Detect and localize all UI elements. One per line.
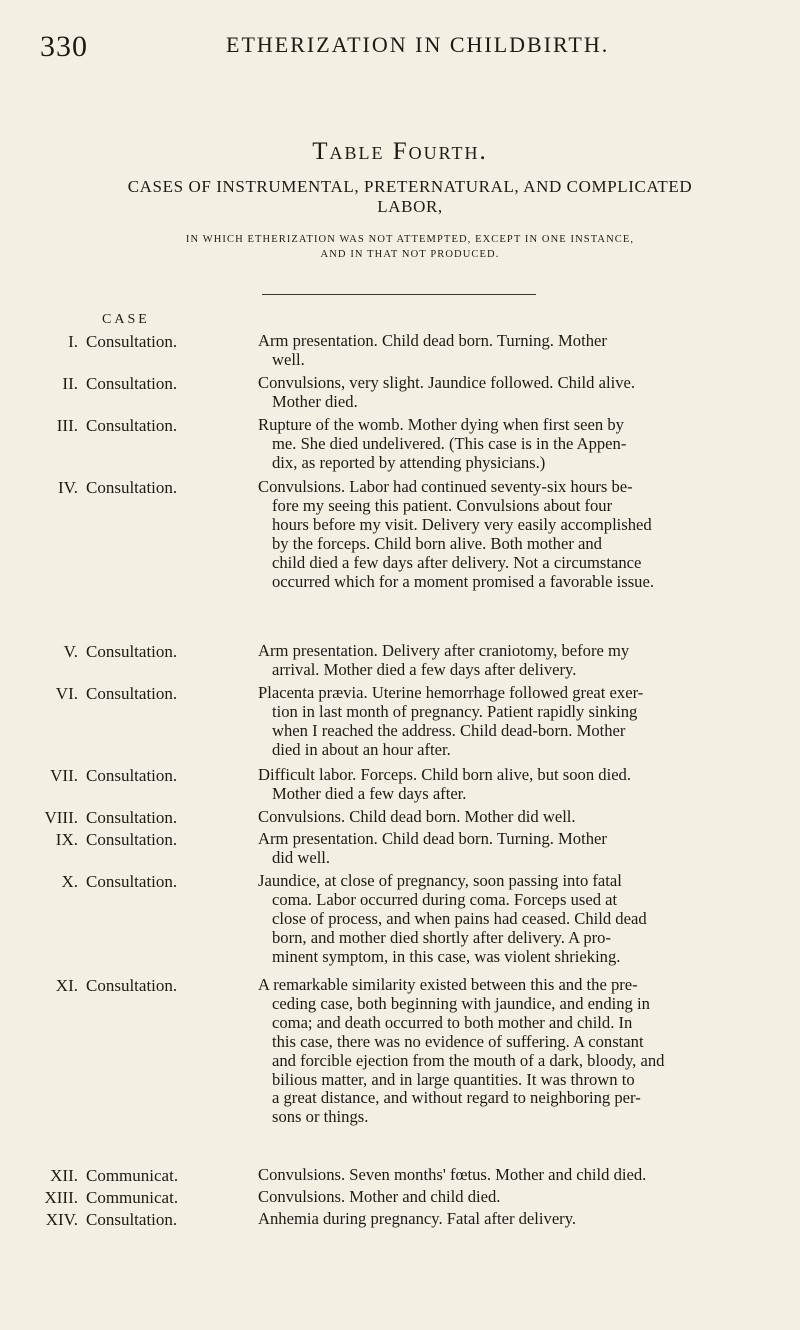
case-number: X.: [61, 872, 78, 891]
case-type: Consultation.: [86, 830, 178, 849]
description-line: Convulsions. Mother and child died.: [258, 1187, 501, 1206]
description-line: and forcible ejection from the mouth of a dark, bloody, and: [272, 1050, 665, 1070]
case-type: Communicat.: [86, 1188, 179, 1207]
note-line: IN WHICH ETHERIZATION WAS NOT ATTEMPTED, EXCEPT IN ONE INSTANCE,: [185, 234, 635, 245]
case-number: VIII.: [44, 808, 78, 827]
description-line: arrival. Mother died a few days after delivery.: [272, 659, 577, 679]
case-description: [258, 374, 696, 412]
description-line: died in about an hour after.: [272, 739, 451, 759]
case-description: [258, 766, 696, 804]
case-type: Consultation.: [86, 642, 178, 661]
description-line: sons or things.: [272, 1107, 369, 1127]
description-line: Anhemia during pregnancy. Fatal after delivery.: [258, 1209, 577, 1228]
description-line: this case, there was no evidence of suffering. A constant: [272, 1031, 644, 1051]
case-type: Consultation.: [86, 976, 178, 995]
description-line: A remarkable similarity existed between this and the pre-: [258, 975, 638, 994]
subtitle-line: LABOR,: [377, 197, 443, 216]
case-number: IX.: [55, 830, 78, 849]
description-line: Arm presentation. Delivery after craniotomy, before my: [258, 641, 630, 660]
case-number: I.: [68, 332, 78, 351]
description-line: by the forceps. Child born alive. Both mother and: [272, 533, 602, 553]
description-line: ceding case, both beginning with jaundice, and ending in: [272, 993, 650, 1013]
case-number: IV.: [58, 478, 78, 497]
description-line: coma. Labor occurred during coma. Forceps used at: [272, 889, 618, 909]
case-description: [258, 684, 696, 760]
case-type: Consultation.: [86, 1210, 178, 1229]
case-type: Consultation.: [86, 872, 178, 891]
description-line: Convulsions. Labor had continued seventy-six hours be-: [258, 477, 633, 496]
case-number: III.: [56, 416, 78, 435]
description-line: when I reached the address. Child dead-born. Mother: [272, 720, 626, 740]
page-number: 330: [40, 30, 88, 63]
description-line: Mother died.: [272, 391, 358, 411]
case-description: [258, 416, 696, 473]
case-type: Consultation.: [86, 684, 178, 703]
description-line: born, and mother died shortly after delivery. A pro-: [272, 927, 612, 947]
case-type: Consultation.: [86, 766, 178, 785]
subtitle-line: CASES OF INSTRUMENTAL, PRETERNATURAL, AND COMPLICATED: [127, 177, 693, 196]
case-number: XIV.: [45, 1210, 78, 1229]
case-type: Consultation.: [86, 416, 178, 435]
case-column-header: CASE: [102, 312, 150, 327]
note-line: AND IN THAT NOT PRODUCED.: [320, 249, 500, 260]
case-description: [258, 1188, 696, 1207]
description-line: a great distance, and without regard to neighboring per-: [272, 1088, 641, 1108]
description-line: Jaundice, at close of pregnancy, soon passing into fatal: [258, 871, 622, 890]
case-number: V.: [63, 642, 78, 661]
case-description: [258, 976, 696, 1127]
table-note: [120, 232, 700, 262]
case-type: Consultation.: [86, 478, 178, 497]
description-line: occurred which for a moment promised a favorable issue.: [272, 571, 654, 591]
description-line: Difficult labor. Forceps. Child born alive, but soon died.: [258, 765, 632, 784]
description-line: Placenta prævia. Uterine hemorrhage followed great exer-: [258, 683, 644, 702]
description-line: coma; and death occurred to both mother and child. In: [272, 1012, 633, 1032]
running-head: ETHERIZATION IN CHILDBIRTH.: [226, 32, 610, 57]
description-line: minent symptom, in this case, was violent shrieking.: [272, 946, 621, 966]
description-line: Arm presentation. Child dead born. Turning. Mother: [258, 331, 607, 350]
case-type: Consultation.: [86, 332, 178, 351]
description-line: Convulsions, very slight. Jaundice followed. Child alive.: [258, 373, 636, 392]
case-number: XI.: [55, 976, 78, 995]
case-description: [258, 808, 696, 827]
description-line: tion in last month of pregnancy. Patient rapidly sinking: [272, 701, 638, 721]
description-line: dix, as reported by attending physicians.): [272, 452, 546, 472]
description-line: Mother died a few days after.: [272, 783, 467, 803]
case-type: Communicat.: [86, 1166, 179, 1185]
description-line: close of process, and when pains had ceased. Child dead: [272, 908, 647, 928]
description-line: Convulsions. Child dead born. Mother did well.: [258, 807, 576, 826]
description-line: did well.: [272, 847, 331, 867]
description-line: Arm presentation. Child dead born. Turning. Mother: [258, 829, 607, 848]
description-line: me. She died undelivered. (This case is in the Appen-: [272, 433, 627, 453]
divider-rule: [262, 294, 536, 295]
table-title: Table Fourth.: [312, 138, 488, 165]
description-line: fore my seeing this patient. Convulsions about four: [272, 495, 613, 515]
case-type: Consultation.: [86, 374, 178, 393]
case-number: XII.: [50, 1166, 78, 1185]
description-line: hours before my visit. Delivery very easily accomplished: [272, 514, 652, 534]
description-line: Convulsions. Seven months' fœtus. Mother and child died.: [258, 1165, 647, 1184]
case-description: [258, 478, 696, 591]
case-number: VII.: [50, 766, 78, 785]
description-line: well.: [272, 349, 305, 369]
case-description: [258, 872, 696, 967]
description-line: child died a few days after delivery. Not a circumstance: [272, 552, 642, 572]
case-number: VI.: [55, 684, 78, 703]
description-line: Rupture of the womb. Mother dying when first seen by: [258, 415, 624, 434]
case-description: [258, 1210, 696, 1229]
case-description: [258, 1166, 696, 1185]
table-subtitle: [120, 177, 700, 217]
case-description: [258, 642, 696, 680]
case-description: [258, 332, 696, 370]
case-number: II.: [62, 374, 78, 393]
case-description: [258, 830, 696, 868]
description-line: bilious matter, and in large quantities. It was thrown to: [272, 1069, 635, 1089]
case-type: Consultation.: [86, 808, 178, 827]
case-number: XIII.: [44, 1188, 78, 1207]
